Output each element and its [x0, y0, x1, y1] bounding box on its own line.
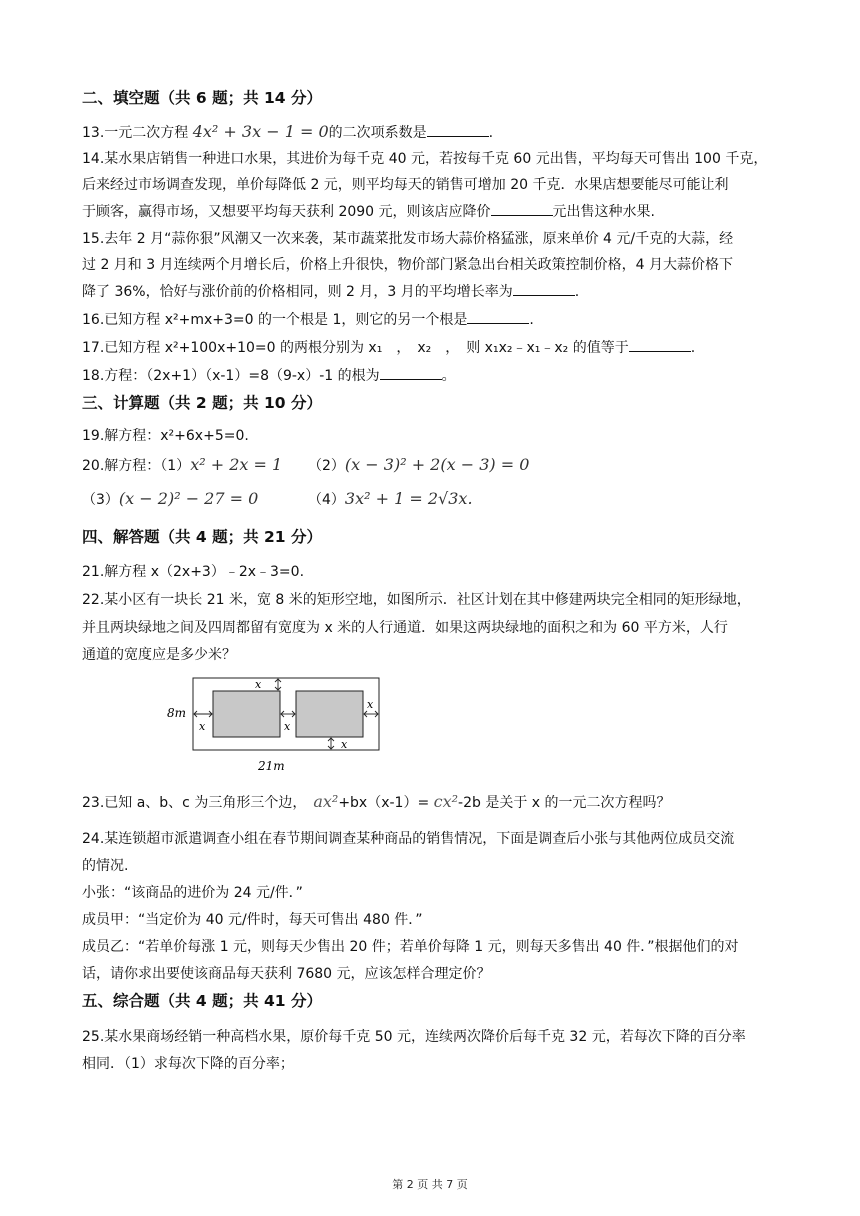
question-25-line-2: 相同．（1）求每次下降的百分率； [82, 1056, 294, 1072]
q23-term-c: cx² [433, 792, 459, 811]
figure-x-left: x [199, 720, 206, 733]
q20-part-4-label: （4） [308, 492, 345, 508]
q20-equation-4: 3x² + 1 = 2√3x. [344, 489, 473, 508]
q17-text: 17.已知方程 x²+100x+10=0 的两根分别为 x₁ ， x₂ ， 则 x₁x₂﹣x₁﹣x₂ 的值等于 [82, 340, 629, 356]
q13-text-pre: 13.一元二次方程 [82, 125, 193, 141]
section-heading-calculation: 三、计算题（共 2 题；共 10 分） [82, 394, 322, 412]
page-footer: 第 2 页 共 7 页 [392, 1178, 468, 1191]
question-22-line-3: 通道的宽度应是多少米？ [82, 647, 236, 663]
q13-equation: 4x² + 3x − 1 = 0 [192, 122, 329, 141]
q18-end: 。 [441, 368, 456, 384]
q17-end: . [690, 340, 696, 356]
question-17 [82, 337, 695, 358]
question-14-line-1: 14.某水果店销售一种进口水果，其进价为每千克 40 元，若按每千克 60 元出售，平均每天可售出 100 千克， [82, 151, 768, 167]
section-heading-fill-in: 二、填空题（共 6 题；共 14 分） [82, 89, 322, 107]
question-19: 19.解方程：x²+6x+5=0. [82, 428, 249, 444]
q20-equation-1: x² + 2x = 1 [190, 455, 283, 474]
q16-text: 16.已知方程 x²+mx+3=0 的一个根是 1，则它的另一个根是 [82, 312, 468, 328]
q20-part-1-label: （1） [160, 458, 191, 474]
q20-equation-3: (x − 2)² − 27 = 0 [118, 489, 259, 508]
question-24-line-5: 成员乙：“若单价每涨 1 元，则每天少售出 20 件；若单价每降 1 元，则每天多售出 40 件．”根据他们的对 [82, 939, 739, 955]
section-heading-comprehensive: 五、综合题（共 4 题；共 41 分） [82, 992, 322, 1010]
question-16 [82, 309, 534, 330]
q18-text: 18.方程：（2x+1）（x-1）=8（9-x）-1 的根为 [82, 368, 380, 384]
figure-x-bottom: x [341, 738, 348, 751]
question-24-line-1: 24.某连锁超市派遣调查小组在春节期间调查某种商品的销售情况，下面是调查后小张与其他两位成员交流 [82, 831, 735, 847]
answer-blank [513, 281, 575, 296]
green-area-left [213, 691, 280, 737]
rectangular-field-figure [165, 672, 385, 778]
q13-end: . [488, 125, 494, 141]
question-22-line-2: 并且两块绿地之间及四周都留有宽度为 x 米的人行通道．如果这两块绿地的面积之和为 60 平方米，人行 [82, 620, 728, 636]
q15-text-b: . [574, 284, 580, 300]
answer-blank [380, 365, 442, 380]
question-18 [82, 365, 456, 386]
q14-text-a: 于顾客，赢得市场，又想要平均每天获利 2090 元，则该店应降价 [82, 204, 491, 220]
question-25-line-1: 25.某水果商场经销一种高档水果，原价每千克 50 元，连续两次降价后每千克 32 元，若每次下降的百分率 [82, 1029, 746, 1045]
question-20-part-2 [308, 455, 529, 476]
green-area-right [296, 691, 363, 737]
q20-label: 20.解方程： [82, 458, 161, 474]
answer-blank [491, 201, 553, 216]
question-24-line-2: 的情况. [82, 858, 129, 874]
answer-blank [629, 337, 691, 352]
section-heading-solution: 四、解答题（共 4 题；共 21 分） [82, 528, 322, 546]
question-15-line-2: 过 2 月和 3 月连续两个月增长后，价格上升很快，物价部门紧急出台相关政策控制价格，4 月大蒜价格下 [82, 257, 733, 273]
figure-x-top: x [255, 678, 262, 691]
question-23 [82, 792, 671, 813]
q23-term-a: ax² [313, 792, 339, 811]
question-14-line-2: 后来经过市场调查发现，单价每降低 2 元，则平均每天的销售可增加 20 千克．水果店想要能尽可能让利 [82, 177, 729, 193]
q20-equation-2: (x − 3)² + 2(x − 3) = 0 [344, 455, 530, 474]
q15-text-a: 降了 36%，恰好与涨价前的价格相同，则 2 月，3 月的平均增长率为 [82, 284, 513, 300]
q16-end: . [529, 312, 534, 328]
q23-text-b: +bx（x-1）= [338, 795, 434, 811]
figure-x-middle: x [284, 720, 291, 733]
figure-x-right: x [367, 698, 374, 711]
question-24-line-3: 小张：“该商品的进价为 24 元/件．” [82, 885, 303, 901]
figure-width-label: 8m [167, 706, 187, 720]
q23-text-a: 23.已知 a、b、c 为三角形三个边， [82, 795, 300, 811]
answer-blank [427, 122, 489, 137]
question-22-line-1: 22.某小区有一块长 21 米，宽 8 米的矩形空地，如图所示．社区计划在其中修建两块完全相同的矩形绿地， [82, 592, 751, 608]
answer-blank [467, 309, 529, 324]
q14-text-b: 元出售这种水果. [552, 204, 655, 220]
question-15-line-3 [82, 281, 579, 302]
question-20-part-4 [308, 489, 473, 510]
question-13 [82, 122, 493, 143]
question-15-line-1: 15.去年 2 月“蒜你狠”风潮又一次来袭，某市蔬菜批发市场大蒜价格猛涨，原来单价 4 元/千克的大蒜，经 [82, 231, 734, 247]
question-24-line-4: 成员甲：“当定价为 40 元/件时，每天可售出 480 件．” [82, 912, 423, 928]
question-24-line-6: 话，请你求出要使该商品每天获利 7680 元，应该怎样合理定价？ [82, 966, 491, 982]
q20-part-3-label: （3） [82, 492, 119, 508]
q23-text-c: -2b 是关于 x 的一元二次方程吗？ [458, 795, 671, 811]
figure-length-label: 21m [258, 759, 285, 773]
question-20-row-1 [82, 455, 282, 476]
question-21: 21.解方程 x（2x+3）﹣2x﹣3=0. [82, 564, 305, 580]
q13-text-post: 的二次项系数是 [328, 125, 427, 141]
question-14-line-3 [82, 201, 655, 222]
question-20-part-3 [82, 489, 258, 510]
q20-part-2-label: （2） [308, 458, 345, 474]
